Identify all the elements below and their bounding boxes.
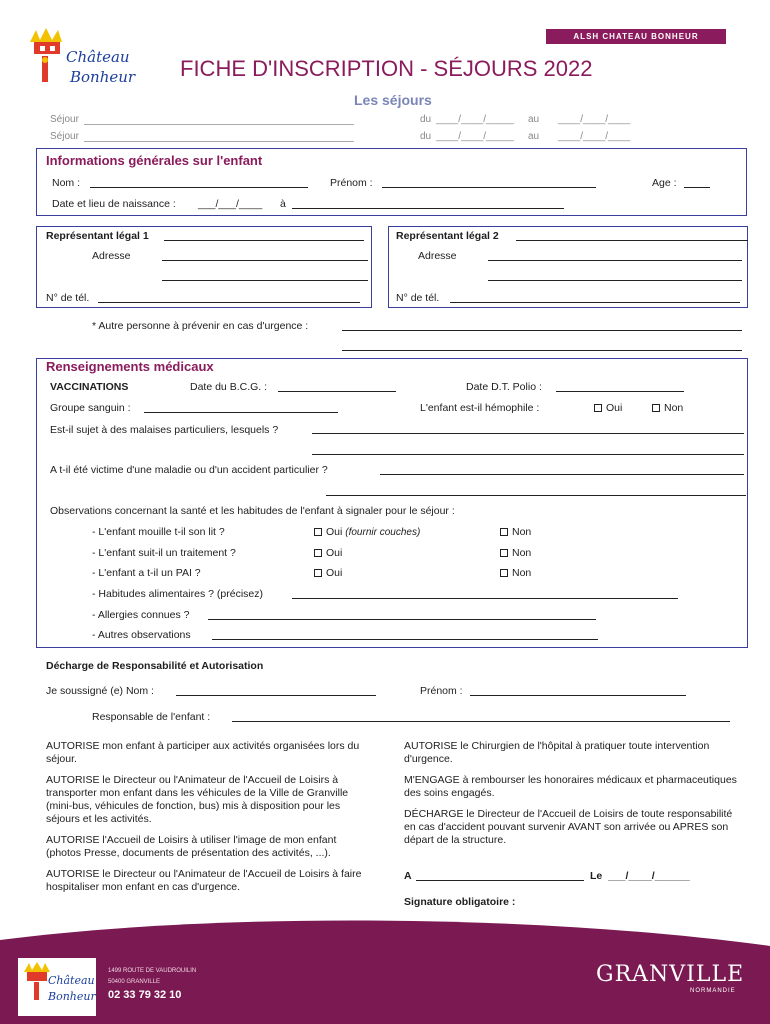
rep2-name-field[interactable]: [516, 240, 748, 241]
urgence-field[interactable]: [342, 330, 742, 331]
rep2-tel-label: N° de tél.: [396, 292, 440, 304]
responsable-field[interactable]: [232, 721, 730, 722]
urgence-label: * Autre personne à prévenir en cas d'urgence :: [92, 320, 309, 332]
observations-label: Observations concernant la santé et les habitudes de l'enfant à signaler pour le séjour :: [50, 505, 455, 517]
rep1-adresse-label: Adresse: [92, 250, 131, 262]
bcg-field[interactable]: [278, 391, 396, 392]
bcg-label: Date du B.C.G. :: [190, 381, 268, 393]
lit-non-checkbox[interactable]: Non: [500, 526, 531, 538]
rep1-name-field[interactable]: [164, 240, 364, 241]
age-label: Age :: [652, 177, 677, 189]
lit-question: - L'enfant mouille t-il son lit ?: [92, 526, 225, 538]
a-lieu-label: A: [404, 870, 412, 882]
rep2-tel-field[interactable]: [450, 302, 740, 303]
age-field[interactable]: [684, 187, 710, 188]
footer-address2: 50400 GRANVILLE: [108, 979, 161, 985]
dtpolio-label: Date D.T. Polio :: [466, 381, 542, 393]
medical-section-title: Renseignements médicaux: [46, 359, 214, 374]
rep2-adresse-label: Adresse: [418, 250, 457, 262]
naissance-label: Date et lieu de naissance :: [52, 198, 176, 210]
page-title: FICHE D'INSCRIPTION - SÉJOURS 2022: [180, 56, 593, 81]
a-lieu-field[interactable]: [416, 880, 584, 881]
autres-field[interactable]: [212, 639, 598, 640]
le-date-field[interactable]: ___/____/______: [608, 870, 690, 882]
chateau-bonheur-logo: Château Bonheur: [26, 28, 146, 94]
nom-field[interactable]: [90, 187, 308, 188]
rep2-adresse-field[interactable]: [488, 260, 742, 261]
groupe-label: Groupe sanguin :: [50, 402, 131, 414]
malaises-label: Est-il sujet à des malaises particuliers, lesquels ?: [50, 424, 279, 436]
dtpolio-field[interactable]: [556, 391, 684, 392]
naissance-date-field[interactable]: ___/___/____: [198, 198, 263, 210]
autorisations-right: AUTORISE le Chirurgien de l'hôpital à pratiquer toute intervention d'urgence. M'ENGAGE à rembourser les honoraires médicaux et pharmaceutiques des soins engagés. DÉCHARGE le Directeur de l'Accueil de Loisirs de toute responsabilité en cas d'accident pouvant survenir AVANT son arrivée ou APRES son départ de la structure.: [404, 740, 737, 846]
footer: [0, 908, 770, 1024]
maladie-field[interactable]: [380, 474, 744, 475]
rep2-adresse-field-2[interactable]: [488, 280, 742, 281]
rep1-adresse-field[interactable]: [162, 260, 368, 261]
rep1-tel-field[interactable]: [98, 302, 360, 303]
malaises-field[interactable]: [312, 433, 744, 434]
soussigne-label: Je soussigné (e) Nom :: [46, 685, 154, 697]
signature-label: Signature obligatoire :: [404, 896, 516, 908]
soussigne-prenom-field[interactable]: [470, 695, 686, 696]
decharge-title: Décharge de Responsabilité et Autorisation: [46, 660, 264, 672]
normandie-label: NORMANDIE: [690, 988, 736, 994]
section-subtitle: Les séjours: [354, 92, 432, 108]
nom-label: Nom :: [52, 177, 81, 189]
lit-oui-checkbox[interactable]: Oui (fournir couches): [314, 526, 420, 538]
hemophile-label: L'enfant est-il hémophile :: [420, 402, 540, 414]
footer-address1: 1499 ROUTE DE VAUDROUILIN: [108, 968, 197, 974]
prenom-label: Prénom :: [330, 177, 373, 189]
pai-question: - L'enfant a t-il un PAI ?: [92, 567, 201, 579]
medical-section: [36, 358, 748, 648]
soussigne-prenom-label: Prénom :: [420, 685, 463, 697]
groupe-field[interactable]: [144, 412, 338, 413]
hemophile-oui-checkbox[interactable]: Oui: [594, 402, 622, 414]
granville-logo: GRANVILLE: [596, 962, 745, 987]
header-badge: ALSH CHATEAU BONHEUR: [546, 29, 726, 44]
traitement-question: - L'enfant suit-il un traitement ?: [92, 547, 236, 559]
malaises-field-2[interactable]: [312, 454, 744, 455]
lieu-field[interactable]: [292, 208, 564, 209]
pai-oui-checkbox[interactable]: Oui: [314, 567, 342, 579]
footer-logo: Château Bonheur: [18, 958, 96, 1016]
le-label: Le: [590, 870, 603, 882]
pai-non-checkbox[interactable]: Non: [500, 567, 531, 579]
a-label: à: [280, 198, 286, 210]
maladie-field-2[interactable]: [326, 495, 746, 496]
traitement-non-checkbox[interactable]: Non: [500, 547, 531, 559]
responsable-label: Responsable de l'enfant :: [92, 711, 211, 723]
vaccinations-label: VACCINATIONS: [50, 381, 129, 393]
maladie-label: A t-il été victime d'une maladie ou d'un accident particulier ?: [50, 464, 328, 476]
prenom-field[interactable]: [382, 187, 596, 188]
hemophile-non-checkbox[interactable]: Non: [652, 402, 683, 414]
soussigne-nom-field[interactable]: [176, 695, 376, 696]
autres-question: - Autres observations: [92, 629, 191, 641]
allergies-question: - Allergies connues ?: [92, 609, 190, 621]
rep1-tel-label: N° de tél.: [46, 292, 90, 304]
habitudes-question: - Habitudes alimentaires ? (précisez): [92, 588, 263, 600]
footer-phone: 02 33 79 32 10: [108, 989, 182, 1001]
allergies-field[interactable]: [208, 619, 596, 620]
rep2-label: Représentant légal 2: [396, 230, 499, 242]
habitudes-field[interactable]: [292, 598, 678, 599]
enfant-section-title: Informations générales sur l'enfant: [46, 153, 263, 168]
rep1-adresse-field-2[interactable]: [162, 280, 368, 281]
autorisations-left: AUTORISE mon enfant à participer aux activités organisées lors du séjour. AUTORISE le Directeur ou l'Animateur de l'Accueil de Loisirs à transporter mon enfant dans les véhicules de la Ville de Granville (mini-bus, véhicules de fonction, bus) mis à disposition pour les séjours et les activités. AUTORISE l'Accueil de Loisirs à utiliser l'image de mon enfant (photos Presse, documents de présentation des activités, ...). AUTORISE le Directeur ou l'Animateur de l'Accueil de Loisirs à faire hospitaliser mon enfant en cas d'urgence.: [46, 740, 362, 893]
traitement-oui-checkbox[interactable]: Oui: [314, 547, 342, 559]
rep1-label: Représentant légal 1: [46, 230, 149, 242]
urgence-field-2[interactable]: [342, 350, 742, 351]
